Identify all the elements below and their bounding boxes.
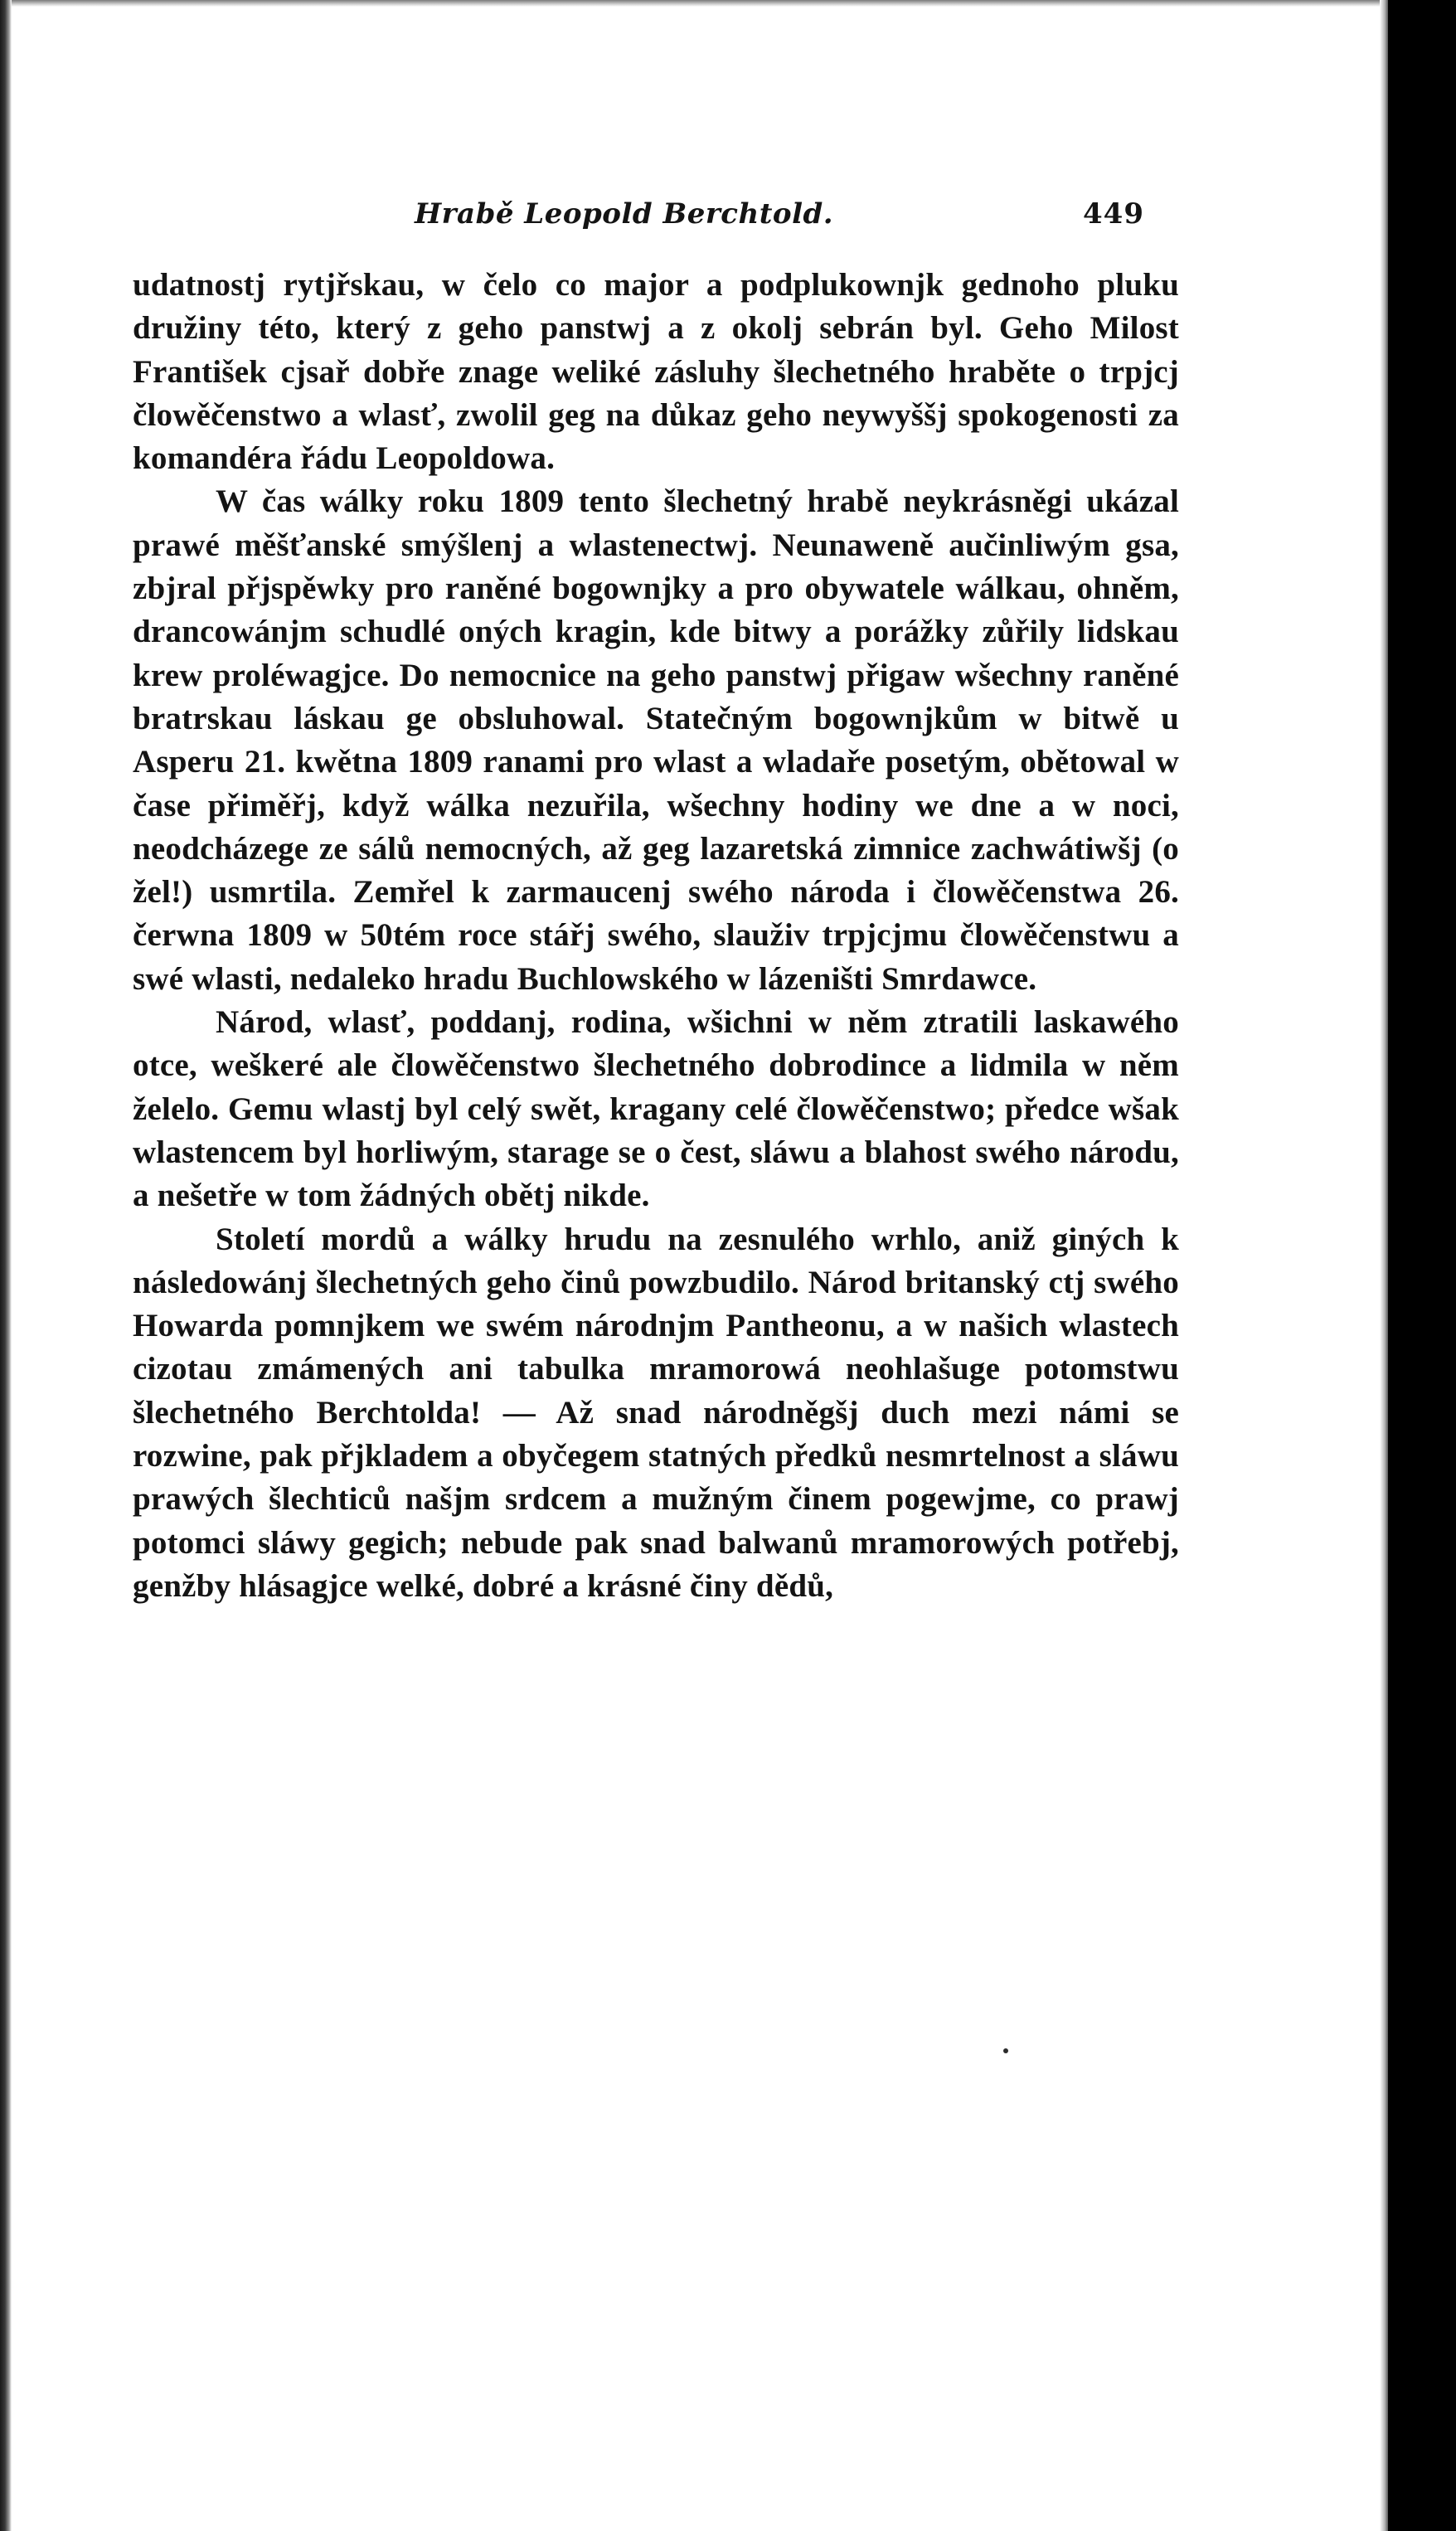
scan-border-left bbox=[0, 0, 12, 2531]
page-number: 449 bbox=[1083, 197, 1144, 231]
text-body bbox=[133, 264, 1179, 1608]
paragraph-nation-mourns: Národ, wlasť, poddanj, rodina, wšichni w něm ztratili laskawého otce, weškeré ale člowěčenstwo šlechetného dobrodince a lidmila w něm želelo. Gemu wlastj byl celý swět, kragany celé člowěčenstwo; předce wšak wlastencem byl horliwým, starage se o čest, sláwu a blahost swého národu, a nešetře w tom žádných obětj nikde. bbox=[133, 1004, 1179, 1214]
scan-border-right bbox=[1388, 0, 1456, 2531]
running-title: Hrabě Leopold Berchtold. bbox=[415, 197, 834, 231]
paragraph-memorial: Století mordů a wálky hrudu na zesnulého wrhlo, aniž giných k následowánj šlechetných geho činů powzbudilo. Národ britanský ctj swého Howarda pomnjkem we swém národnjm Pantheonu, a w našich wlastech cizotau zmámených ani tabulka mramorowá neohlašuge potomstwu šlechetného Berchtolda! — Až snad národněgšj duch mezi námi se rozwine, pak přjkladem a obyčegem statných předků nesmrtelnost a sláwu prawých šlechticů našjm srdcem a mužným činem pogewjme, co prawj potomci sláwy gegich; nebude pak snad balwanů mramorowých potřebj, genžby hlásagjce welké, dobré a krásné činy dědů, bbox=[133, 1221, 1179, 1604]
scan-shadow-right bbox=[1380, 0, 1388, 2531]
scan-border-top bbox=[12, 0, 1388, 7]
ink-speck bbox=[1003, 2048, 1008, 2053]
paragraph-continuation: udatnostj rytjřskau, w čelo co major a podplukownjk gednoho pluku družiny této, který z geho panstwj a z okolj sebrán byl. Geho Milost František cjsař dobře znage weliké zásluhy šlechetného hraběte o trpjcj člowěčenstwo a wlasť, zwolil geg na důkaz geho neywyššj spokogenosti za komandéra řádu Leopoldowa. bbox=[133, 267, 1179, 477]
running-head bbox=[133, 191, 1144, 240]
paragraph-war-1809: W čas wálky roku 1809 tento šlechetný hrabě neykrásněgi ukázal prawé měšťanské smýšlenj a wlastenectwj. Neunaweně aučinliwým gsa, zbjral přjspěwky pro raněné bogownjky a pro obywatele wálkau, ohněm, drancowánjm schudlé oných kragin, kde bitwy a porážky zůřily lidskau krew proléwagjce. Do nemocnice na geho panstwj přigaw wšechny raněné bratrskau láskau ge obsluhowal. Statečným bogownjkům w bitwě u Asperu 21. kwětna 1809 ranami pro wlast a wladaře posetým, obětowal w čase přiměřj, když wálka nezuřila, wšechny hodiny we dne a w noci, neodcházege ze sálů nemocných, až geg lazaretská zimnice zachwátiwšj (o žel!) usmrtila. Zemřel k zarmaucenj swého národa i člowěčenstwa 26. čerwna 1809 w 50tém roce stářj swého, slauživ trpjcjmu člowěčenstwu a swé wlasti, nedaleko hradu Buchlowského w lázeništi Smrdawce. bbox=[133, 483, 1179, 997]
